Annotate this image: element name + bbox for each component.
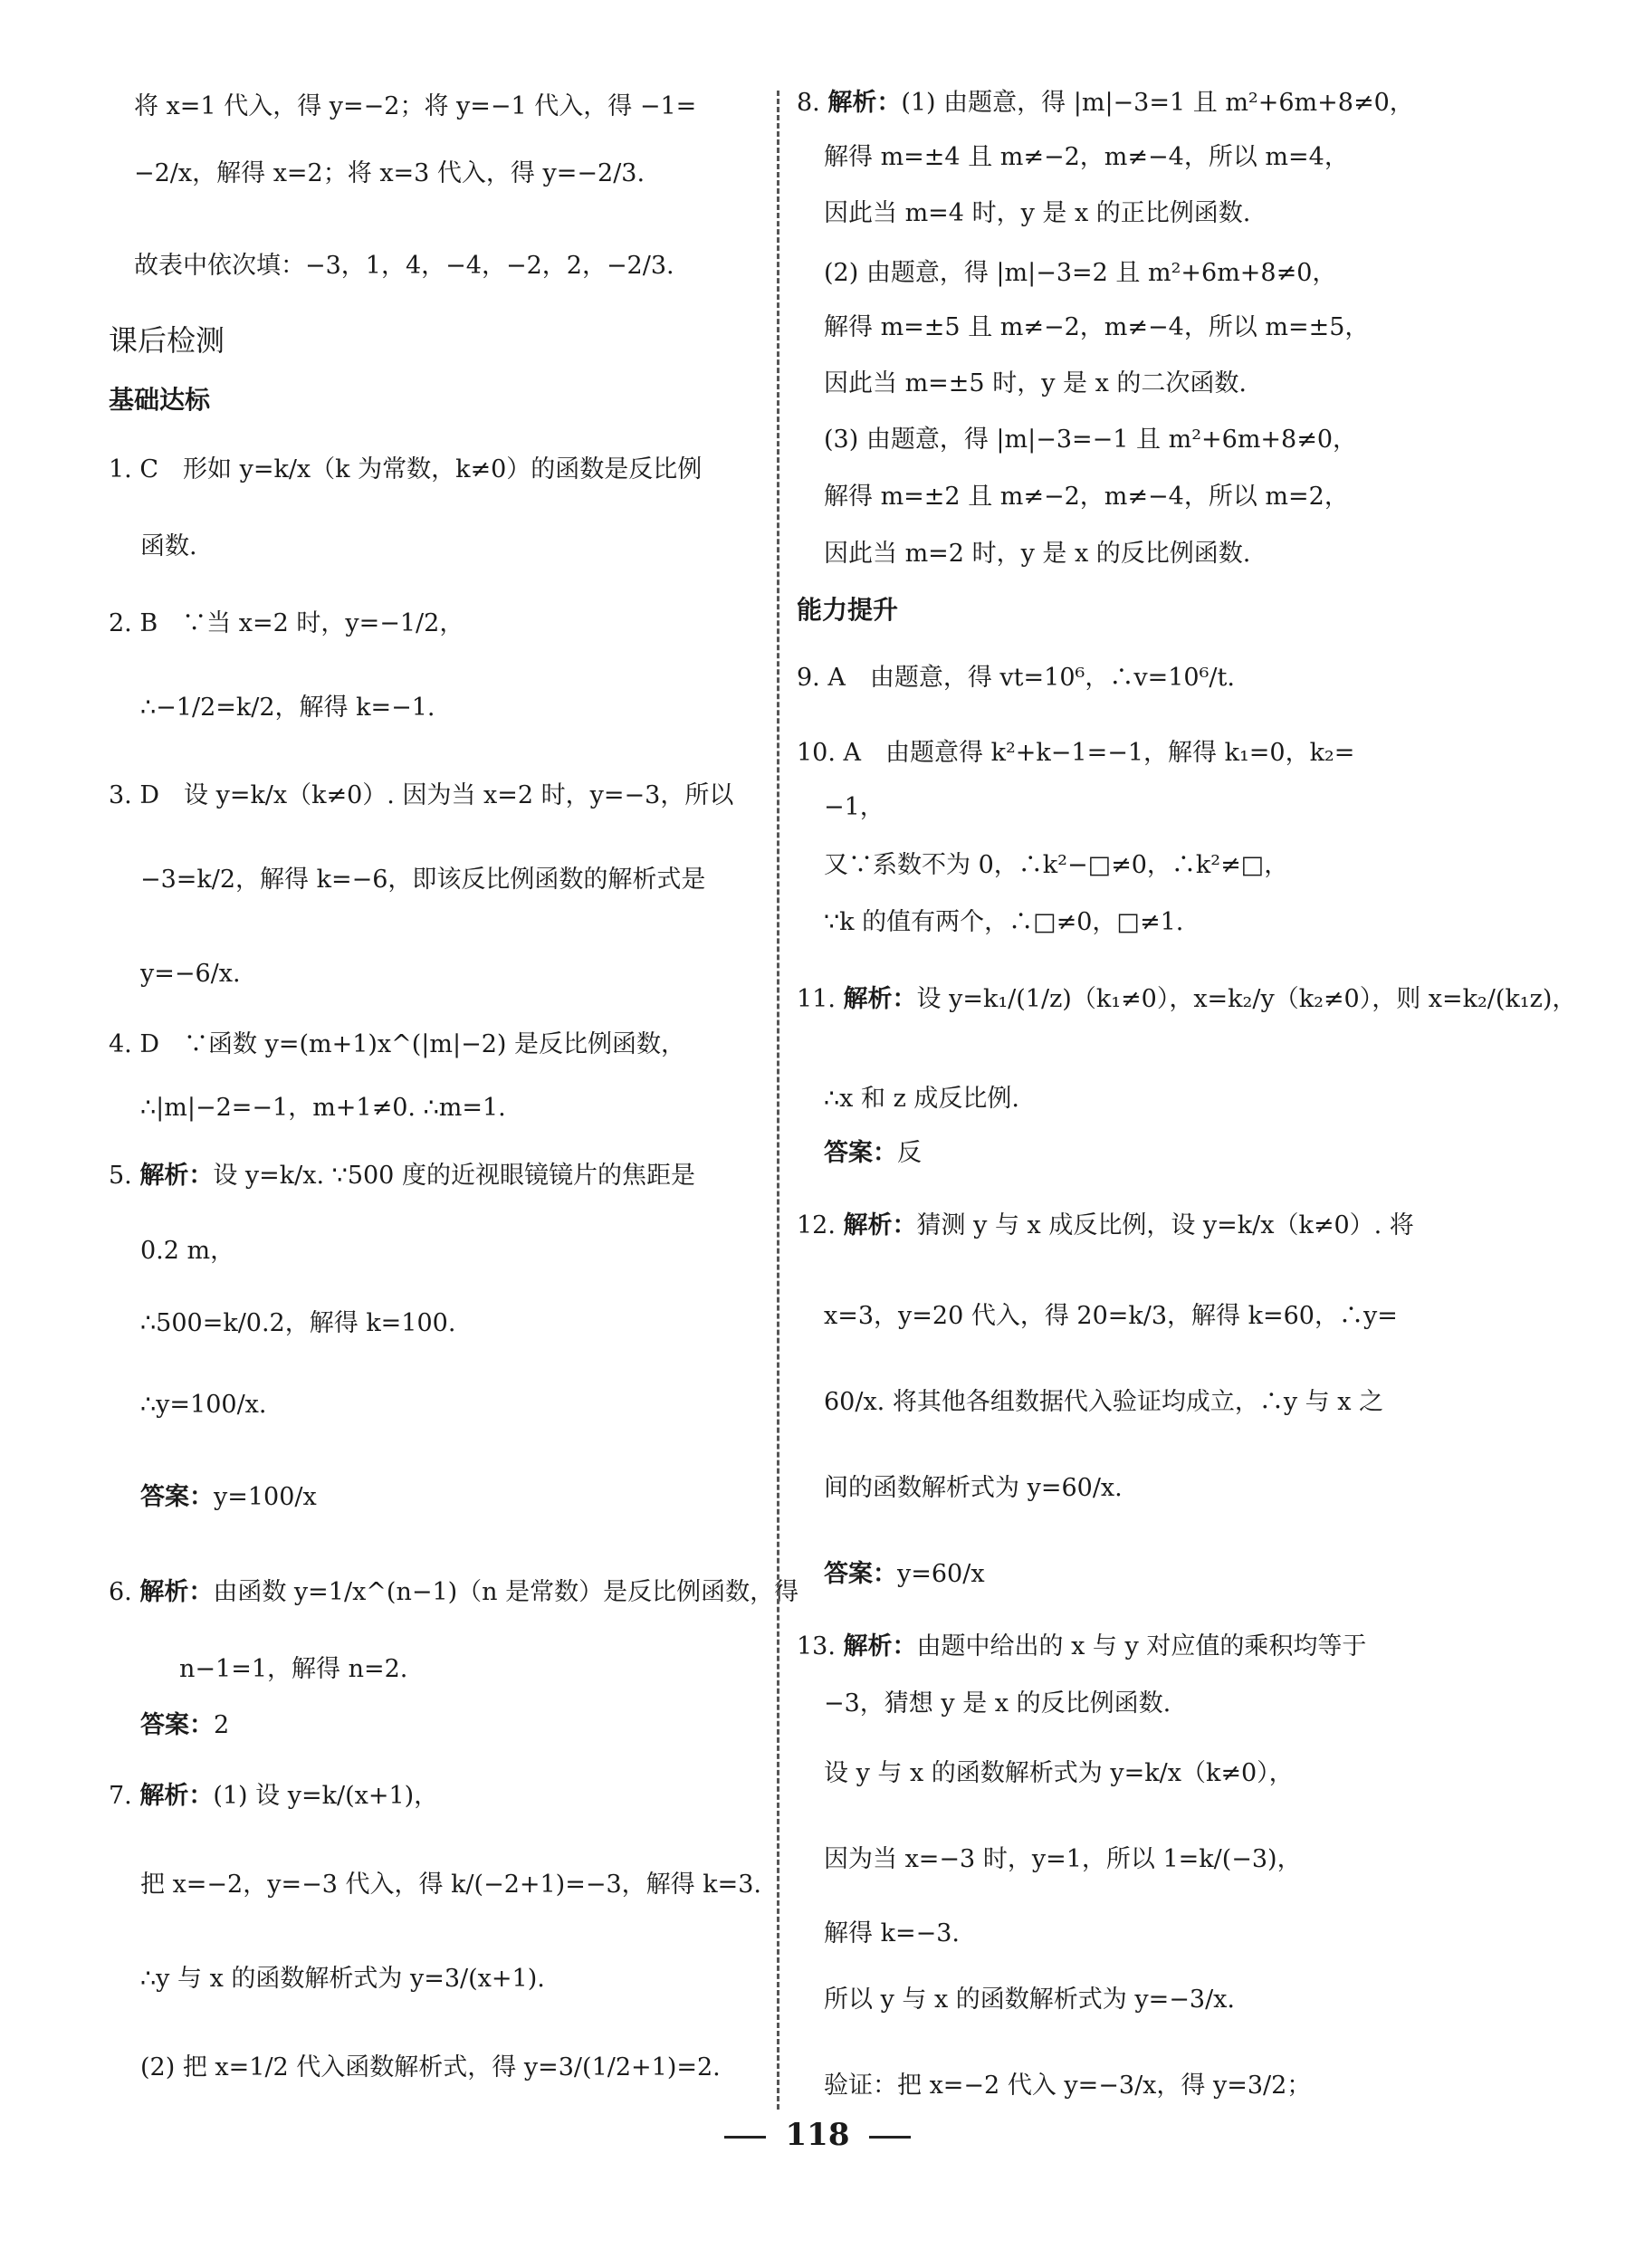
text-line: (2) 把 x=1/2 代入函数解析式，得 y=3/(1/2+1)=2. [140, 2053, 721, 2081]
section-heading: 课后检测 [109, 323, 225, 358]
answer-line: 答案：y=100/x [140, 1483, 317, 1511]
subsection-heading: 基础达标 [109, 385, 211, 415]
keyword-label: 解析： [827, 89, 902, 117]
text-line: 8. 解析：(1) 由题意，得 |m|−3=1 且 m²+6m+8≠0， [797, 89, 1414, 117]
text-line: 解得 k=−3. [824, 1919, 960, 1947]
text-line: 4. D ∵函数 y=(m+1)x^(|m|−2) 是反比例函数， [109, 1030, 686, 1058]
text-line: −2/x，解得 x=2；将 x=3 代入，得 y=−2/3. [134, 159, 645, 187]
footer-dash-left [724, 2136, 766, 2139]
text-line: 所以 y 与 x 的函数解析式为 y=−3/x. [824, 1986, 1235, 2014]
text-line: ∴500=k/0.2，解得 k=100. [140, 1309, 456, 1337]
text-line: −3，猜想 y 是 x 的反比例函数. [824, 1689, 1171, 1718]
text-line: y=−6/x. [140, 960, 241, 988]
text-line: 9. A 由题意，得 vt=10⁶，∴v=10⁶/t. [797, 664, 1235, 692]
text-line: 3. D 设 y=k/x（k≠0）. 因为当 x=2 时，y=−3，所以 [109, 781, 734, 809]
text-line: 函数. [140, 532, 197, 560]
text-line: 因此当 m=4 时，y 是 x 的正比例函数. [824, 199, 1251, 227]
text-line: x=3，y=20 代入，得 20=k/3，解得 k=60，∴y= [824, 1302, 1398, 1330]
text-line: 故表中依次填：−3，1，4，−4，−2，2，−2/3. [134, 252, 674, 280]
text-line: n−1=1，解得 n=2. [179, 1655, 408, 1683]
text-line: (2) 由题意，得 |m|−3=2 且 m²+6m+8≠0， [824, 259, 1337, 287]
text-line: 因为当 x=−3 时，y=1，所以 1=k/(−3)， [824, 1845, 1302, 1873]
text-line: ∴|m|−2=−1，m+1≠0. ∴m=1. [140, 1094, 506, 1122]
text-line: 验证：把 x=−2 代入 y=−3/x，得 y=3/2； [824, 2072, 1312, 2100]
text-line: 11. 解析：设 y=k₁/(1/z)（k₁≠0），x=k₂/y（k₂≠0），则 x=k₂/(k₁z)， [797, 985, 1577, 1013]
answer-line: 答案：y=60/x [824, 1560, 985, 1588]
keyword-label: 解析： [843, 1211, 917, 1239]
text-line: 解得 m=±2 且 m≠−2，m≠−4，所以 m=2， [824, 483, 1349, 511]
keyword-label: 解析： [843, 1632, 917, 1660]
answer-line: 答案：反 [824, 1139, 922, 1167]
text-line: 10. A 由题意得 k²+k−1=−1，解得 k₁=0，k₂= [797, 739, 1355, 767]
text-line: ∵k 的值有两个，∴□≠0，□≠1. [824, 908, 1184, 936]
keyword-label: 答案： [824, 1139, 897, 1167]
text-line: 0.2 m， [140, 1237, 235, 1265]
keyword-label: 答案： [140, 1711, 214, 1739]
keyword-label: 解析： [843, 985, 917, 1013]
column-divider [777, 91, 779, 2110]
text-line: 因此当 m=2 时，y 是 x 的反比例函数. [824, 540, 1251, 568]
keyword-label: 解析： [139, 1782, 214, 1810]
text-line: 60/x. 将其他各组数据代入验证均成立，∴y 与 x 之 [824, 1388, 1384, 1416]
text-line: 6. 解析：由函数 y=1/x^(n−1)（n 是常数）是反比例函数，得 [109, 1578, 799, 1606]
text-line: 设 y 与 x 的函数解析式为 y=k/x（k≠0）， [824, 1759, 1294, 1787]
footer-dash-right [869, 2136, 911, 2139]
text-line: 又∵系数不为 0，∴k²−□≠0，∴k²≠□， [824, 851, 1289, 879]
text-line: 2. B ∵当 x=2 时，y=−1/2， [109, 609, 464, 637]
text-line: ∴x 和 z 成反比例. [824, 1085, 1019, 1113]
text-line: 13. 解析：由题中给出的 x 与 y 对应值的乘积均等于 [797, 1632, 1367, 1660]
text-line: 解得 m=±5 且 m≠−2，m≠−4，所以 m=±5， [824, 313, 1370, 341]
keyword-label: 答案： [140, 1483, 214, 1511]
text-line: 5. 解析：设 y=k/x. ∵500 度的近视眼镜镜片的焦距是 [109, 1162, 695, 1190]
keyword-label: 答案： [824, 1560, 897, 1588]
page-footer [0, 2117, 1635, 2153]
text-line: −1， [824, 793, 884, 821]
text-line: 间的函数解析式为 y=60/x. [824, 1474, 1123, 1502]
text-line: 1. C 形如 y=k/x（k 为常数，k≠0）的函数是反比例 [109, 455, 703, 483]
keyword-label: 解析： [139, 1162, 214, 1190]
text-line: 7. 解析：(1) 设 y=k/(x+1)， [109, 1782, 439, 1810]
text-line: 解得 m=±4 且 m≠−2，m≠−4，所以 m=4， [824, 143, 1349, 171]
text-line: 12. 解析：猜测 y 与 x 成反比例，设 y=k/x（k≠0）. 将 [797, 1211, 1414, 1239]
text-line: 因此当 m=±5 时，y 是 x 的二次函数. [824, 369, 1248, 397]
subsection-heading: 能力提升 [797, 595, 899, 625]
text-line: (3) 由题意，得 |m|−3=−1 且 m²+6m+8≠0， [824, 426, 1358, 454]
page-number: 118 [785, 2117, 850, 2153]
text-line: 将 x=1 代入，得 y=−2；将 y=−1 代入，得 −1= [134, 92, 697, 120]
text-line: 把 x=−2，y=−3 代入，得 k/(−2+1)=−3，解得 k=3. [140, 1871, 761, 1899]
answer-line: 答案：2 [140, 1711, 230, 1739]
text-line: ∴y 与 x 的函数解析式为 y=3/(x+1). [140, 1965, 545, 1993]
text-line: ∴−1/2=k/2，解得 k=−1. [140, 694, 435, 722]
text-line: −3=k/2，解得 k=−6，即该反比例函数的解析式是 [140, 866, 706, 894]
keyword-label: 解析： [139, 1578, 214, 1606]
text-line: ∴y=100/x. [140, 1391, 267, 1419]
